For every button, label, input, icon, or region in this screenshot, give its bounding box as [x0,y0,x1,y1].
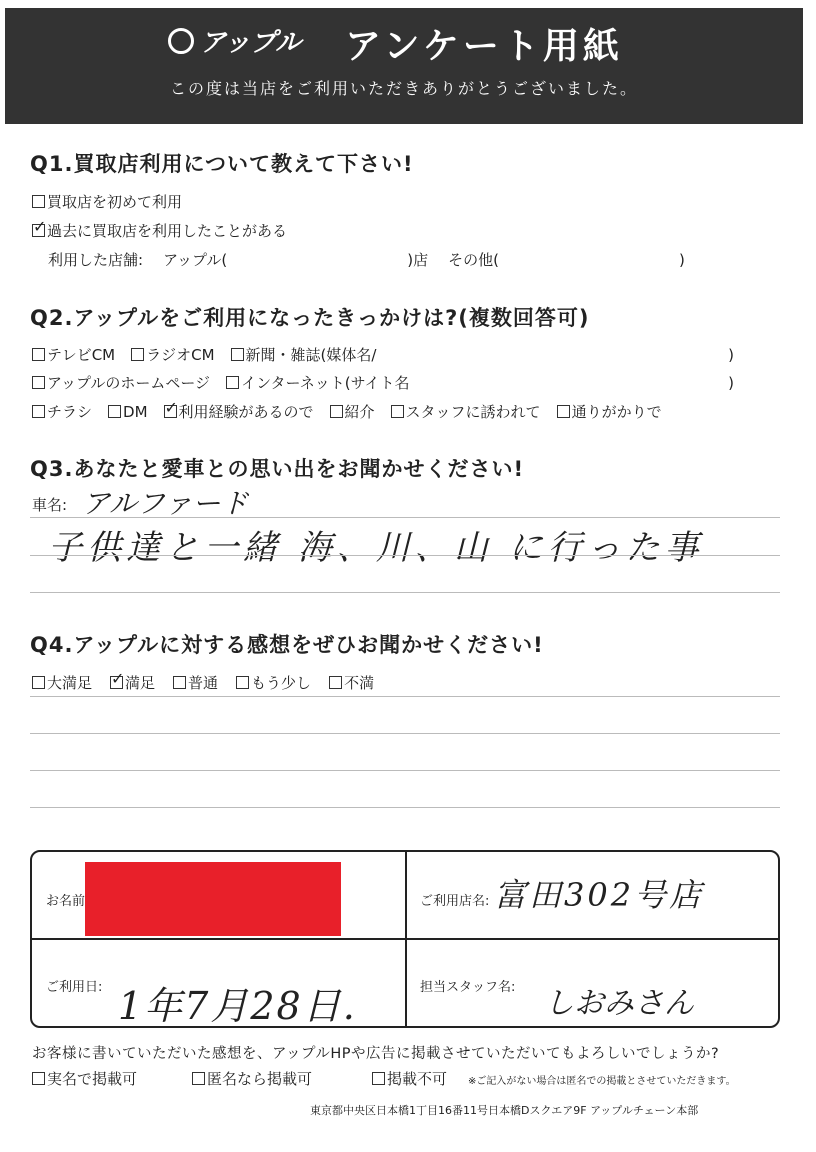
checkbox[interactable] [226,376,239,389]
q1-option-first-time[interactable]: 買取店を初めて利用 [32,191,182,212]
q4-option-satisfied[interactable]: ✓ 満足 [110,672,155,693]
q3-line-1 [30,517,780,518]
car-name-label: 車名: [32,496,68,514]
date-value: 1年7月28日. [118,984,357,1028]
consent-question: お客様に書いていただいた感想を、アップルHPや広告に掲載させていただいてもよろしいでしょうか? [32,1046,720,1062]
checkbox[interactable] [32,405,45,418]
q2-option-newspaper[interactable]: 新聞・雑誌(媒体名/ [231,344,377,365]
checkbox[interactable] [557,405,570,418]
q2-option-tv[interactable]: テレビCM [32,344,115,365]
q4-line-3 [30,770,780,771]
q2-option-passing[interactable]: 通りがかりで [557,401,662,422]
q2-option-homepage[interactable]: アップルのホームページ [32,372,210,393]
checkbox[interactable] [372,1072,385,1085]
checkbox[interactable] [32,348,45,361]
box-divider-horizontal [30,938,780,940]
company-address: 東京都中央区日本橋1丁目16番11号日本橋Dスクエア9F アップルチェーン本部 [310,1104,699,1117]
checkbox[interactable] [32,676,45,689]
staff-label: 担当スタッフ名: [420,980,516,995]
q2-row2: アップルのホームページ インターネット(サイト名 ) [32,372,734,393]
q2-option-experience[interactable]: ✓ 利用経験があるので [164,401,314,422]
memory-text: 子供達と一緒 海、川、山 に行った事 [48,528,704,568]
q2-option-radio[interactable]: ラジオCM [131,344,214,365]
q4-option-dissatisfied[interactable]: 不満 [329,672,374,693]
q2-row1: テレビCM ラジオCM 新聞・雑誌(媒体名/ ) [32,344,734,365]
checkbox[interactable] [391,405,404,418]
checkbox[interactable] [330,405,343,418]
q2-question: Q2.アップルをご利用になったきっかけは?(複数回答可) [30,306,590,330]
q4-option-normal[interactable]: 普通 [173,672,218,693]
checkbox[interactable] [131,348,144,361]
q1-option-used-before[interactable]: ✓ 過去に買取店を利用したことがある [32,220,287,241]
checkbox-checked[interactable] [164,405,177,418]
name-label: お名前 [46,894,86,909]
q2-row3 [32,401,662,422]
q4-option-bit-more[interactable]: もう少し [236,672,311,693]
q2-option-internet[interactable]: インターネット(サイト名 [226,372,409,393]
checkbox-checked[interactable] [32,224,45,237]
q4-options [32,672,374,693]
page-title: アンケート用紙 [345,26,623,67]
q4-option-very-satisfied[interactable]: 大満足 [32,672,92,693]
redacted-name [85,862,341,936]
consent-no[interactable]: 掲載不可 [372,1068,447,1089]
q2-option-staff[interactable]: スタッフに誘われて [391,401,541,422]
q3-question: Q3.あなたと愛車との思い出をお聞かせください! [30,457,525,481]
store-label: ご利用店名: [420,894,490,909]
q2-option-dm[interactable]: DM [108,403,148,421]
consent-anonymous[interactable]: 匿名なら掲載可 [192,1068,312,1089]
checkbox[interactable] [231,348,244,361]
checkbox[interactable] [192,1072,205,1085]
q3-line-2 [30,555,780,556]
q4-line-2 [30,733,780,734]
q2-option-flyer[interactable]: チラシ [32,401,92,422]
checkbox[interactable] [108,405,121,418]
consent-real-name[interactable]: 実名で掲載可 [32,1068,137,1089]
date-label: ご利用日: [46,980,103,995]
checkbox[interactable] [173,676,186,689]
q2-option-referral[interactable]: 紹介 [330,401,375,422]
q1-store-line: 利用した店舗: アップル( )店 その他( ) [48,250,685,269]
brand-logo: アップル [168,22,301,59]
checkbox[interactable] [32,1072,45,1085]
q3-line-3 [30,592,780,593]
q4-line-4 [30,807,780,808]
q4-question: Q4.アップルに対する感想をぜひお聞かせください! [30,633,544,657]
checkbox[interactable] [329,676,342,689]
checkbox[interactable] [32,376,45,389]
car-name-value: アルファード [82,487,249,520]
q4-line-1 [30,696,780,697]
checkbox-checked[interactable] [110,676,123,689]
q1-question: Q1.買取店利用について教えて下さい! [30,152,414,176]
store-value: 富田302号店 [494,876,705,914]
checkbox[interactable] [236,676,249,689]
checkbox[interactable] [32,195,45,208]
page-subtitle: この度は当店をご利用いただきありがとうございました。 [170,79,639,98]
consent-note: ※ご記入がない場合は匿名での掲載とさせていただきます。 [468,1076,736,1087]
staff-value: しおみさん [544,986,694,1021]
apple-logo-icon [168,28,194,54]
